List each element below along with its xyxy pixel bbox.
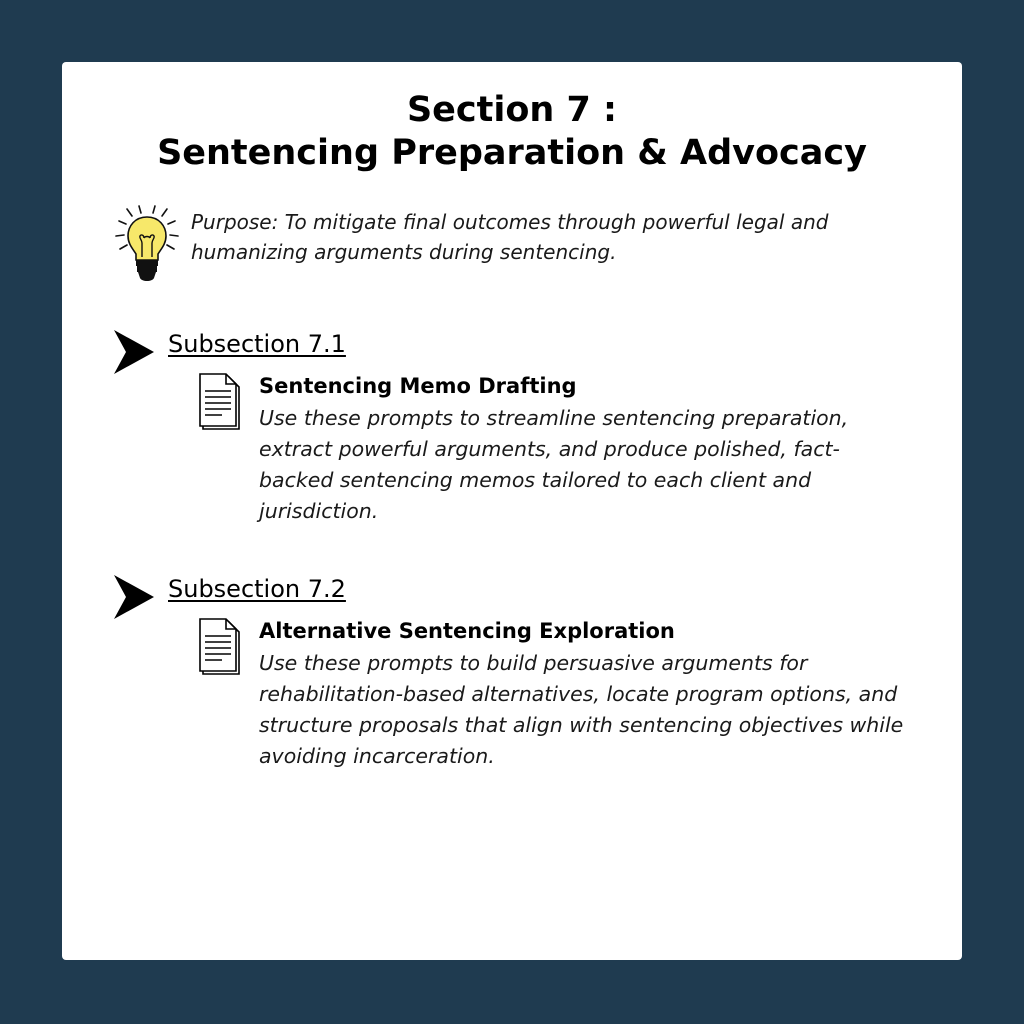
title-line-2: Sentencing Preparation & Advocacy — [157, 133, 867, 173]
arrow-icon — [114, 575, 154, 619]
content-card — [62, 62, 962, 960]
title-line-1: Section 7 : — [406, 90, 618, 130]
document-icon — [198, 373, 244, 433]
subsection-description: Use these prompts to streamline sentencing preparation, extract powerful arguments, and produce polished, fact-backed sentencing memos tailored to each client and jurisdiction. — [259, 406, 849, 523]
page-title — [62, 89, 962, 175]
arrow-icon — [114, 330, 154, 374]
subsection-title: Alternative Sentencing Exploration — [259, 619, 675, 643]
document-icon — [198, 618, 244, 678]
lightbulb-icon — [114, 205, 180, 283]
subsection-heading: Subsection 7.2 — [168, 575, 346, 603]
subsection-description: Use these prompts to build persuasive arguments for rehabilitation-based alternatives, locate program options, and structure proposals that align with sentencing objectives while avoiding incarceration. — [259, 651, 904, 768]
subsection-title: Sentencing Memo Drafting — [259, 374, 577, 398]
subsection-heading: Subsection 7.1 — [168, 330, 346, 358]
purpose-text: Purpose: To mitigate final outcomes through powerful legal and humanizing arguments during sentencing. — [191, 210, 829, 264]
